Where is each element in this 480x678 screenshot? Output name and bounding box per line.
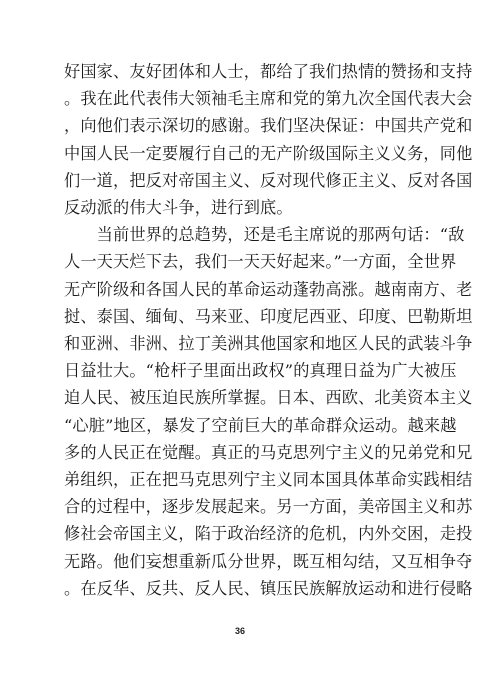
text-line: 。在反华、反共、反人民、镇压民族解放运动和进行侵略 bbox=[64, 578, 473, 598]
text-line: 和亚洲、非洲、拉丁美洲其他国家和地区人民的武装斗争 bbox=[64, 334, 473, 353]
page-number: 36 bbox=[234, 626, 245, 636]
text-line: 们一道，把反对帝国主义、反对现代修正主义、反对各国 bbox=[64, 170, 473, 190]
text-line: 挝、泰国、缅甸、马来亚、印度尼西亚、印度、巴勒斯坦 bbox=[64, 306, 473, 326]
text-line: 人一天天烂下去，我们一天天好起来。”一方面，全世界 bbox=[64, 252, 457, 272]
text-line: 反动派的伟大斗争，进行到底。 bbox=[64, 198, 293, 217]
text-line: “心脏”地区，暴发了空前巨大的革命群众运动。越来越 bbox=[64, 415, 457, 435]
text-line: 好国家、友好团体和人士，都给了我们热情的赞扬和支持 bbox=[64, 62, 473, 81]
text-line: 。我在此代表伟大领袖毛主席和党的第九次全国代表大会 bbox=[64, 89, 473, 109]
text-line: 无路。他们妄想重新瓜分世界，既互相勾结，又互相争夺 bbox=[64, 551, 473, 571]
text-line: 中国人民一定要履行自己的无产阶级国际主义义务，同他 bbox=[64, 143, 473, 163]
text-line: 修社会帝国主义，陷于政治经济的危机，内外交困，走投 bbox=[64, 524, 473, 544]
text-line: 日益壮大。“枪杆子里面出政权”的真理日益为广大被压 bbox=[64, 361, 457, 381]
text-line: 多的人民正在觉醒。真正的马克思列宁主义的兄弟党和兄 bbox=[64, 442, 473, 462]
text-line: 迫人民、被压迫民族所掌握。日本、西欧、北美资本主义 bbox=[64, 388, 473, 408]
text-line: 合的过程中，逐步发展起来。另一方面，美帝国主义和苏 bbox=[64, 497, 473, 517]
text-line: 无产阶级和各国人民的革命运动蓬勃高涨。越南南方、老 bbox=[64, 279, 473, 299]
text-line: ，向他们表示深切的感谢。我们坚决保证：中国共产党和 bbox=[64, 116, 473, 136]
text-line: 当前世界的总趋势，还是毛主席说的那两句话：“敌 bbox=[64, 225, 465, 245]
text-line: 弟组织，正在把马克思列宁主义同本国具体革命实践相结 bbox=[64, 470, 473, 489]
